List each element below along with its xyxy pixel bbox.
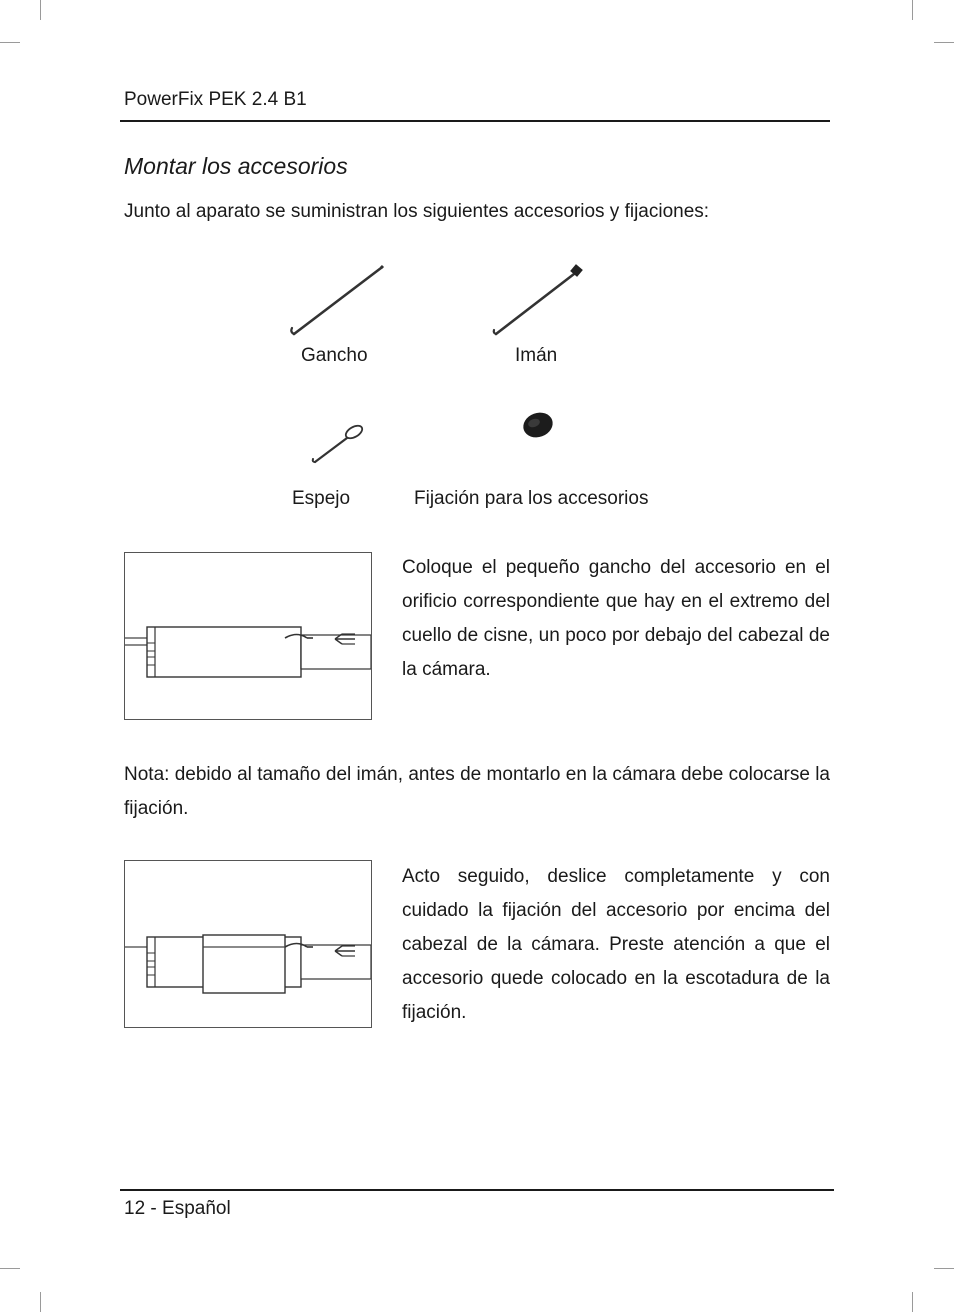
camera-head-hook-illustration bbox=[125, 553, 371, 719]
crop-mark bbox=[40, 0, 41, 20]
crop-mark bbox=[0, 42, 20, 43]
section-title: Montar los accesorios bbox=[124, 153, 348, 179]
step2-text: Acto seguido, deslice completamente y con cuidado la fijación del accesorio por encima del cabezal de la cámara. Preste atención a que el accesorio quede colocado en la escotadura de la fijación. bbox=[402, 866, 830, 1023]
figure-hook-install bbox=[124, 552, 372, 720]
crop-mark bbox=[912, 1292, 913, 1312]
figure-clip-install bbox=[124, 860, 372, 1028]
magnet-accessory-icon bbox=[488, 260, 592, 342]
mirror-accessory-icon bbox=[305, 418, 369, 470]
crop-mark bbox=[934, 1268, 954, 1269]
accessory-label-iman: Imán bbox=[515, 345, 558, 366]
header-title: PowerFix PEK 2.4 B1 bbox=[124, 89, 307, 110]
accessory-label-fijacion: Fijación para los accesorios bbox=[414, 488, 649, 509]
crop-mark bbox=[0, 1268, 20, 1269]
crop-mark bbox=[40, 1292, 41, 1312]
camera-head-clip-illustration bbox=[125, 861, 371, 1027]
intro-text: Junto al aparato se suministran los siguientes accesorios y fijaciones: bbox=[124, 201, 710, 222]
clip-accessory-icon bbox=[516, 404, 560, 444]
crop-mark bbox=[934, 42, 954, 43]
hook-accessory-icon bbox=[286, 260, 390, 342]
accessory-label-gancho: Gancho bbox=[301, 345, 368, 366]
footer-rule bbox=[120, 1189, 834, 1191]
accessory-label-espejo: Espejo bbox=[292, 488, 351, 509]
step1-text: Coloque el pequeño gancho del accesorio en el orificio correspondiente que hay en el extremo del cuello de cisne, un poco por debajo del cabezal de la cámara. bbox=[402, 557, 830, 680]
crop-mark bbox=[912, 0, 913, 20]
header-rule bbox=[120, 120, 830, 122]
note-text: Nota: debido al tamaño del imán, antes de montarlo en la cámara debe colocarse la fijación. bbox=[124, 764, 830, 819]
footer-page-number: 12 - Español bbox=[124, 1198, 231, 1219]
